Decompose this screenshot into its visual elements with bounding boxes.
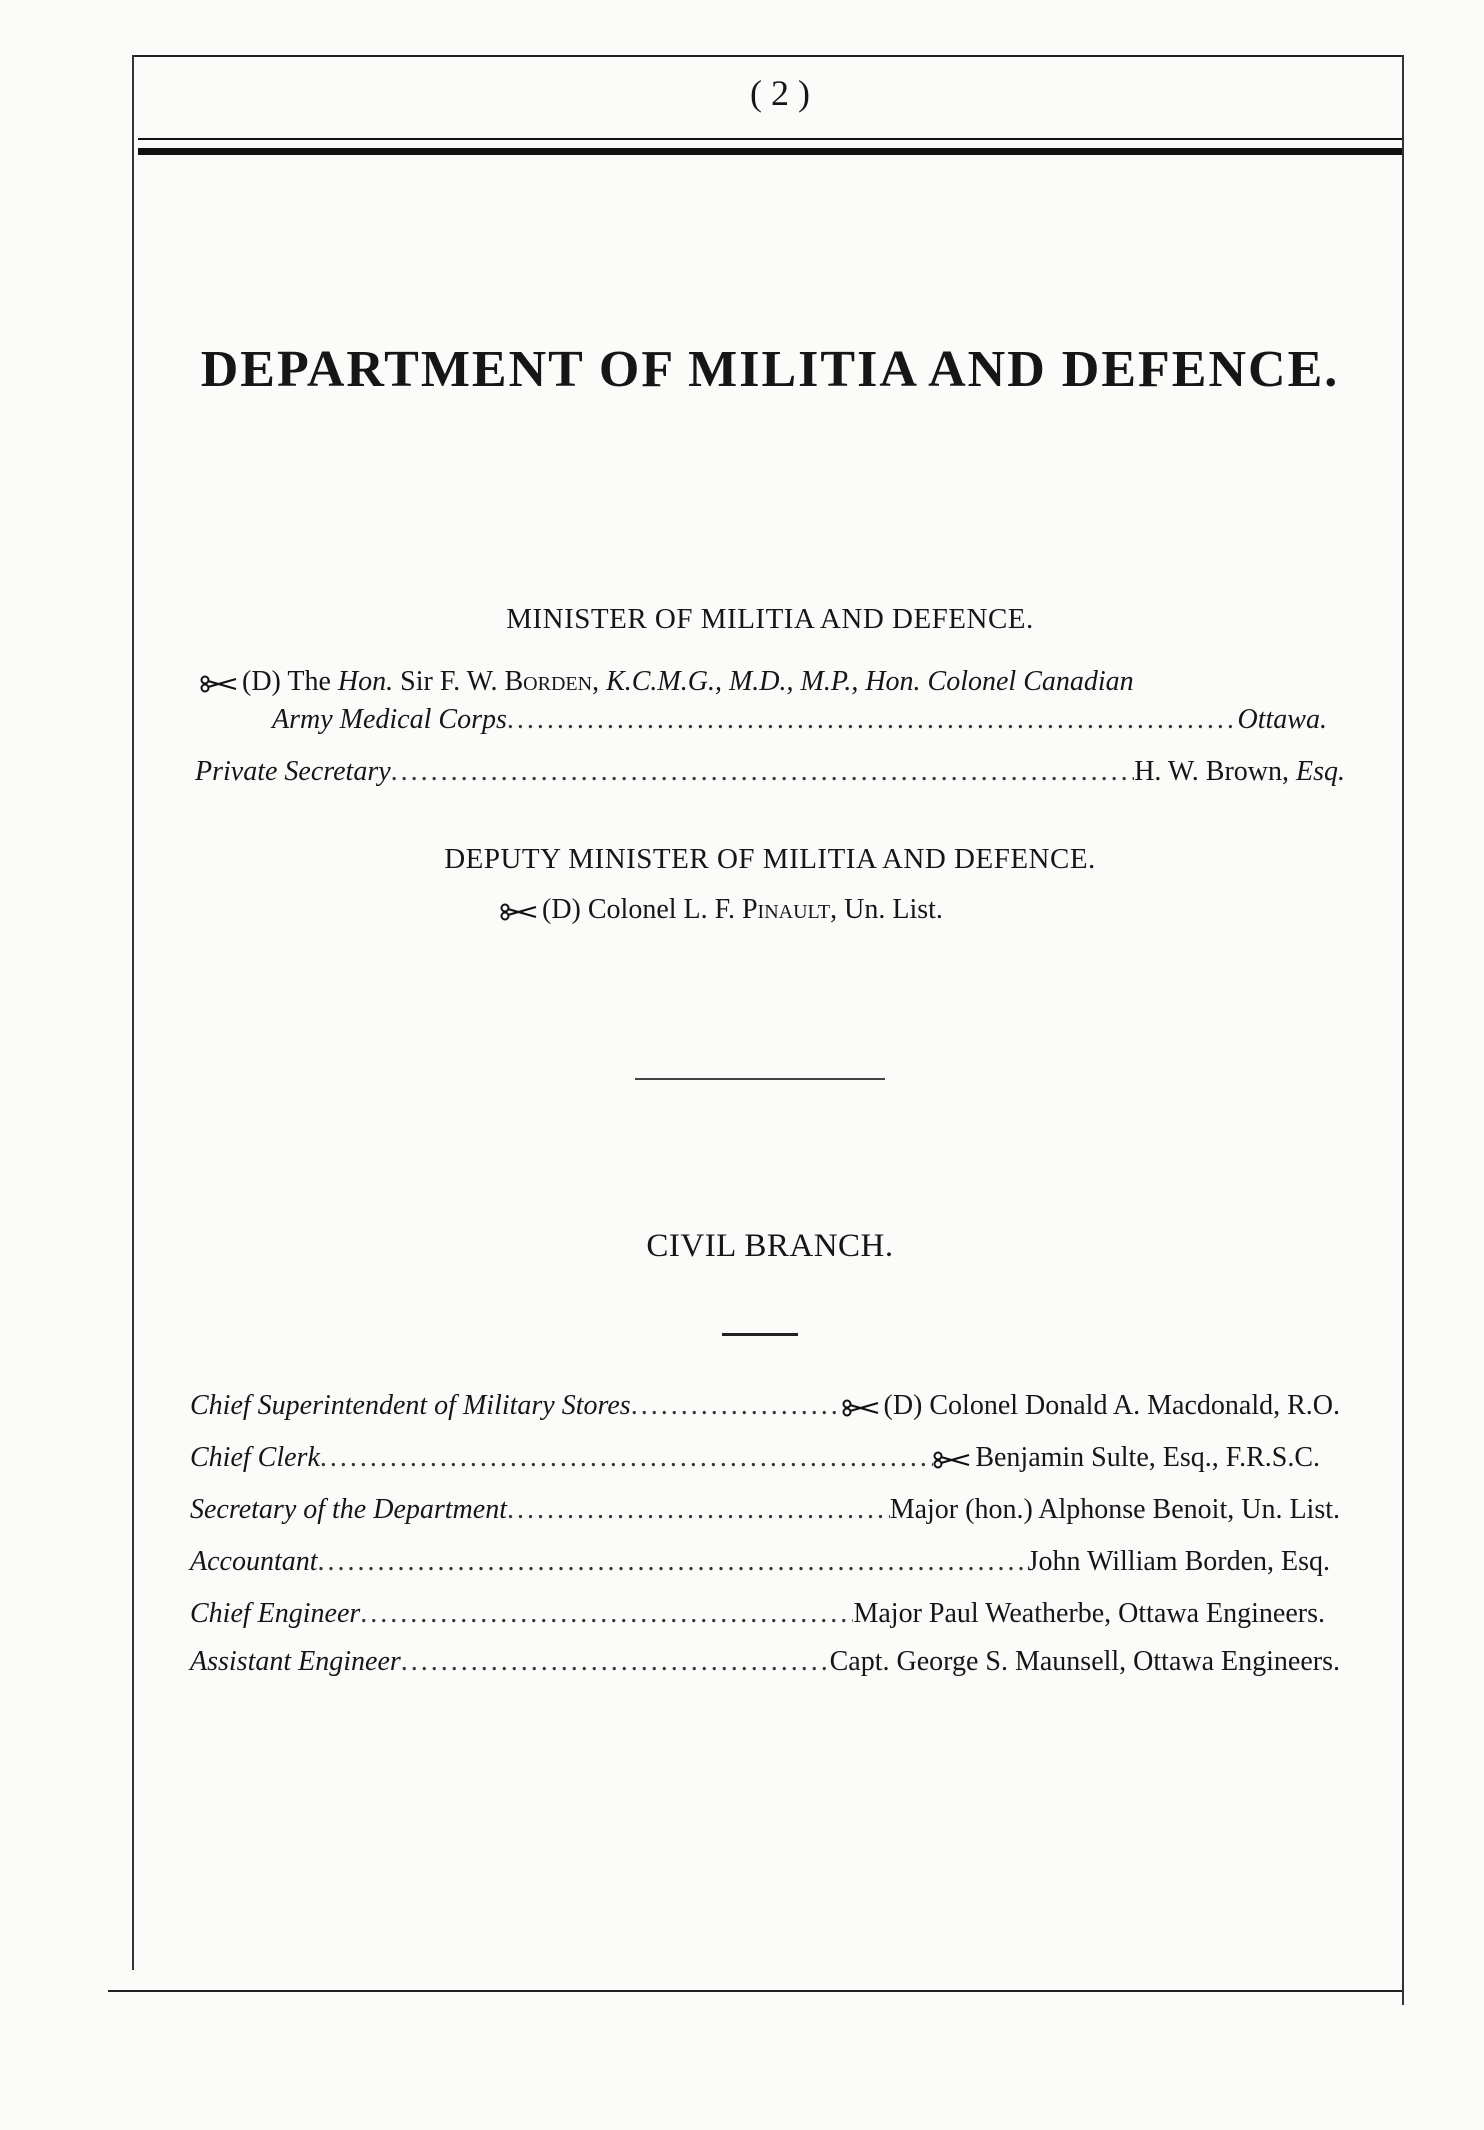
minister-prefix: The — [287, 666, 331, 697]
page-number: ( 2 ) — [750, 73, 810, 113]
minister-line-2 — [272, 704, 1327, 736]
page-frame-top — [132, 55, 1404, 57]
scissors-icon — [933, 1451, 973, 1469]
minister-name: Sir F. W. — [400, 666, 498, 697]
leader-dots — [320, 1442, 933, 1474]
minister-honours: K.C.M.G., M.D., M.P., — [606, 666, 859, 697]
entry-value: John William Borden, Esq. — [1027, 1546, 1330, 1577]
entry-label: Chief Superintendent of Military Stores — [190, 1390, 631, 1421]
deputy-post: Un. List. — [844, 894, 943, 925]
civil-entry — [190, 1646, 1340, 1678]
scissors-icon — [200, 675, 240, 693]
private-secretary-row — [195, 756, 1345, 788]
page-frame-left — [132, 55, 134, 1970]
entry-label: Assistant Engineer — [190, 1646, 401, 1677]
leader-dots — [507, 1494, 890, 1526]
heading-underline — [722, 1333, 798, 1336]
private-secretary-suffix: Esq. — [1296, 756, 1345, 787]
depot-marker: (D) — [542, 894, 581, 925]
deputy-line — [500, 894, 943, 926]
leader-dots — [391, 756, 1135, 788]
civil-entry — [190, 1598, 1325, 1630]
minister-surname: Borden, — [504, 666, 600, 697]
entry-value: Benjamin Sulte, Esq., F.R.S.C. — [975, 1442, 1320, 1473]
entry-value: Major (hon.) Alphonse Benoit, Un. List. — [889, 1494, 1340, 1525]
leader-dots — [360, 1598, 853, 1630]
depot-marker: (D) — [242, 666, 281, 697]
private-secretary-label: Private Secretary — [195, 756, 391, 787]
page-frame-right — [1402, 55, 1404, 2005]
leader-dots — [401, 1646, 830, 1678]
scissors-icon — [500, 903, 540, 921]
scissors-icon — [842, 1399, 882, 1417]
leader-dots — [318, 1546, 1028, 1578]
depot-marker: (D) — [883, 1390, 923, 1421]
minister-location: Ottawa. — [1237, 704, 1327, 735]
civil-branch-heading: CIVIL BRANCH. — [646, 1228, 894, 1264]
civil-entry — [190, 1546, 1330, 1578]
entry-value-wrap — [933, 1442, 1320, 1474]
minister-hon: Hon. — [337, 666, 394, 697]
deputy-name: Colonel L. F. — [587, 894, 735, 925]
section-divider — [635, 1078, 885, 1080]
private-secretary-name: H. W. Brown, — [1134, 756, 1289, 787]
footer-rule — [108, 1990, 1402, 1992]
leader-dots — [631, 1390, 842, 1422]
header-rule-thin — [138, 138, 1402, 140]
minister-heading: MINISTER OF MILITIA AND DEFENCE. — [506, 603, 1034, 635]
minister-rank: Hon. Colonel Canadian — [865, 666, 1134, 697]
civil-entry — [190, 1494, 1340, 1526]
entry-label: Chief Engineer — [190, 1598, 361, 1629]
entry-value: Capt. George S. Maunsell, Ottawa Engineers. — [829, 1646, 1340, 1677]
entry-label: Accountant — [190, 1546, 318, 1577]
header-rule-thick — [138, 148, 1402, 155]
entry-value: Major Paul Weatherbe, Ottawa Engineers. — [853, 1598, 1325, 1629]
minister-unit: Army Medical Corps — [272, 704, 507, 735]
entry-label: Secretary of the Department — [190, 1494, 507, 1525]
deputy-surname: Pinault, — [741, 894, 838, 925]
civil-entry — [190, 1390, 1340, 1422]
page-title: DEPARTMENT OF MILITIA AND DEFENCE. — [200, 341, 1340, 398]
civil-entry — [190, 1442, 1320, 1474]
entry-label: Chief Clerk — [190, 1442, 320, 1473]
deputy-heading: DEPUTY MINISTER OF MILITIA AND DEFENCE. — [444, 843, 1096, 875]
minister-line-1 — [200, 666, 1134, 698]
leader-dots — [507, 704, 1238, 736]
private-secretary-value — [1134, 756, 1345, 788]
entry-value: Colonel Donald A. Macdonald, R.O. — [929, 1390, 1340, 1421]
entry-value-wrap — [842, 1390, 1341, 1422]
